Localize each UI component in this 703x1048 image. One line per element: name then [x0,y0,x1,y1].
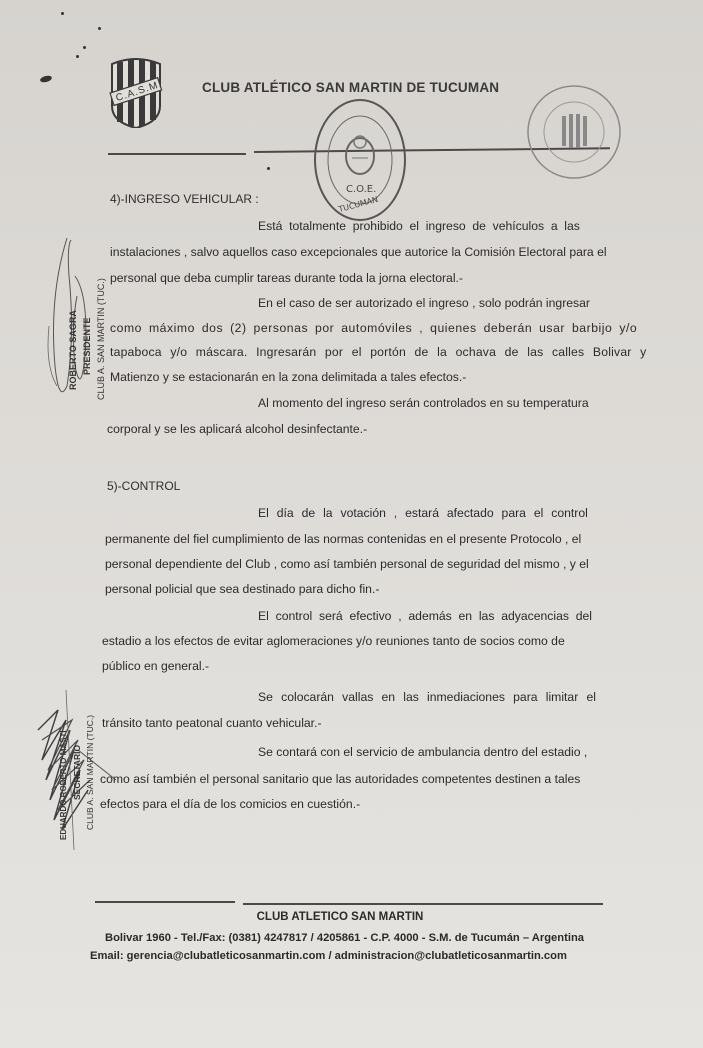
paragraph-line: como máximo dos (2) personas por automóviles , quienes deberán usar barbijo y/o [110,321,638,335]
paragraph-first-line: En el caso de ser autorizado el ingreso , solo podrán ingresar [258,296,590,310]
secretary-org: CLUB A. SAN MARTIN (TUC.) [85,714,95,830]
paragraph-line: Matienzo y se estacionarán en la zona delimitada a tales efectos.- [110,370,467,384]
paragraph-line: corporal y se les aplicará alcohol desinfectante.- [107,422,368,436]
ink-mark [39,75,52,84]
paragraph-line: permanente del fiel cumplimiento de las normas contenidas en el presente Protocolo , el [105,532,582,546]
club-logo [108,56,164,128]
footer-rule-left [95,901,235,903]
paragraph-line: instalaciones , salvo aquellos caso excepcionales que autorice la Comisión Electoral para el [110,245,607,259]
ink-speck [83,46,86,49]
footer-email: Email: gerencia@clubatleticosanmartin.com / administracion@clubatleticosanmartin.com [90,950,567,962]
president-role: PRESIDENTE [82,317,92,375]
section-4-title: 4)-INGRESO VEHICULAR : [110,192,259,206]
paragraph-line: efectos para el día de los comicios en cuestión.- [100,797,361,811]
word: limitar [545,690,579,704]
word: colocarán [281,690,334,704]
word: votación [340,506,386,520]
word: , [398,609,402,623]
secretary-name: EDUARDO ROBERTO MASTI [59,730,68,840]
secretary-role: SECRETARIO [72,744,82,800]
president-name: ROBERTO SAGRA [68,310,78,390]
word: efectivo [349,609,392,623]
paragraph-line: personal que deba cumplir tareas durante toda la jorna electoral.- [110,271,463,285]
paragraph-line: personal policial que sea destinado para dicho fin.- [105,582,380,596]
paragraph-first-line: Al momento del ingreso serán controlados en su temperatura [258,396,589,410]
word: a [550,219,558,233]
word: la [323,506,333,520]
word: las [564,219,580,233]
header-rule-left [108,153,246,155]
word: el [533,506,544,520]
word: totalmente [289,219,346,233]
paragraph-line: personal dependiente del Club , como así también personal de seguridad del mismo , y el [105,557,589,571]
coe-center-text: C.O.E. [346,184,377,195]
footer-club-name: CLUB ATLETICO SAN MARTIN [256,911,424,923]
word: del [575,609,592,623]
word: las [403,690,419,704]
club-seal-icon [524,82,624,182]
ink-speck [76,55,79,58]
ink-speck [61,12,64,15]
coe-bottom-text: TUCUMAN [337,194,380,215]
footer-address: Bolivar 1960 - Tel./Fax: (0381) 4247817 / 4205861 - C.P. 4000 - S.M. de Tucumán – Argentina [105,932,584,944]
word: vallas [342,690,374,704]
word: Está [258,219,283,233]
word: será [318,609,343,623]
word: el [586,690,596,704]
word: adyacencias [501,609,569,623]
club-header-title: CLUB ATLÉTICO SAN MARTIN DE TUCUMAN [202,80,500,95]
paragraph-line: estadio a los efectos de evitar aglomeraciones y/o reuniones tanto de socios como de [102,634,565,648]
word: en [458,609,473,623]
word: además [408,609,452,623]
paragraph-first-line [258,609,592,623]
word: día [276,506,294,520]
paragraph-first-line: Se contará con el servicio de ambulancia dentro del estadio , [258,745,588,759]
ink-speck [267,167,270,170]
word: control [551,506,588,520]
paragraph-line: tapaboca y/o máscara. Ingresarán por el portón de la ochava de las calles Bolivar y [110,345,647,359]
paragraph-line: como así también el personal sanitario que las autoridades competentes destinen a tales [100,772,581,786]
word: Se [258,690,273,704]
footer-rule-right [243,903,603,905]
word: para [501,506,526,520]
word: de [472,219,486,233]
paragraph-first-line [258,219,580,233]
word: vehículos [492,219,545,233]
logo-initials: C.A.S.M. [114,78,164,105]
word: para [513,690,538,704]
paragraph-line: tránsito tanto peatonal cuanto vehicular.- [102,716,322,730]
word: en [381,690,396,704]
word: el [409,219,420,233]
paragraph-line: público en general.- [102,659,210,673]
word: inmediaciones [427,690,505,704]
word: El [258,506,269,520]
word: ingreso [425,219,466,233]
word: prohibido [352,219,403,233]
section-5-title: 5)-CONTROL [107,479,181,493]
paragraph-first-line [258,690,596,704]
ink-speck [98,27,101,30]
word: las [478,609,495,623]
word: control [275,609,313,623]
word: afectado [446,506,494,520]
president-org: CLUB A. SAN MARTIN (TUC.) [96,278,106,400]
word: de [301,506,316,520]
paragraph-first-line [258,506,588,520]
coe-stamp [312,96,408,224]
word: El [258,609,269,623]
word: estará [405,506,439,520]
word: , [393,506,398,520]
club-round-stamp [524,82,624,182]
